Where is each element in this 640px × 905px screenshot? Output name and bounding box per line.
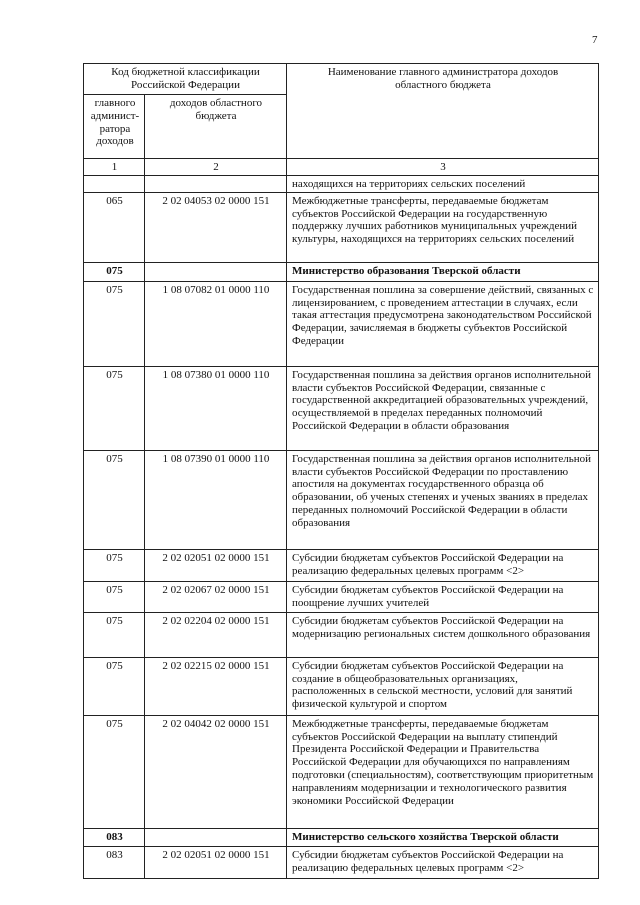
- column-number-1: 1: [84, 159, 145, 176]
- table-row: [84, 281, 599, 366]
- header-group-row: [84, 64, 599, 95]
- header-name-text: Наименование главного администратора доходов областного бюджета: [327, 66, 559, 91]
- budget-code-cell: [145, 175, 287, 192]
- budget-classification-table: [83, 63, 599, 879]
- budget-code-cell: 2 02 02204 02 0000 151: [145, 612, 287, 657]
- header-admin-text: главного админист-ратора доходов: [90, 97, 140, 148]
- name-cell: находящихся на территориях сельских поселений: [287, 175, 599, 192]
- budget-code-cell: 1 08 07380 01 0000 110: [145, 366, 287, 450]
- table-row: [84, 657, 599, 715]
- admin-code-cell: 075: [84, 581, 145, 612]
- page-number: 7: [592, 34, 598, 46]
- admin-code-cell: 083: [84, 846, 145, 878]
- table-row: [84, 366, 599, 450]
- section-header-row: [84, 828, 599, 846]
- section-header-row: [84, 262, 599, 281]
- header-name-cell: [287, 64, 599, 159]
- budget-code-cell: [145, 828, 287, 846]
- table-row: [84, 846, 599, 878]
- table-row: [84, 549, 599, 581]
- budget-code-cell: 2 02 04042 02 0000 151: [145, 715, 287, 828]
- column-number-3: 3: [287, 159, 599, 176]
- column-numbers-row: [84, 159, 599, 176]
- name-cell: Межбюджетные трансферты, передаваемые бюджетам субъектов Российской Федерации на выплату стипендий Президента Российской Федерации и Правительства Российской Федерации для обучающихся по направлениям подготовки (специальностям), соответствующим приоритетным направлениям модернизации и технологического развития экономики Российской Федерации: [287, 715, 599, 828]
- name-cell: Государственная пошлина за совершение действий, связанных с лицензированием, с проведением аттестации в случаях, если такая аттестация предусмотрена законодательством Российской Федерации, зачисляемая в бюджеты субъектов Российской Федерации: [287, 281, 599, 366]
- budget-code-cell: 2 02 02067 02 0000 151: [145, 581, 287, 612]
- name-cell: Государственная пошлина за действия органов исполнительной власти субъектов Российской Федерации по проставлению апостиля на документах государственного образца об образовании, об ученых степенях и ученых званиях в пределах переданных полномочий Российской Федерации в области образования: [287, 450, 599, 549]
- header-code-cell: [145, 95, 287, 159]
- budget-code-cell: 2 02 02215 02 0000 151: [145, 657, 287, 715]
- admin-code-cell: 065: [84, 192, 145, 262]
- name-cell: Субсидии бюджетам субъектов Российской Федерации на поощрение лучших учителей: [287, 581, 599, 612]
- admin-code-cell: 075: [84, 549, 145, 581]
- admin-code-cell: 083: [84, 828, 145, 846]
- name-cell: Министерство образования Тверской области: [287, 262, 599, 281]
- header-group-cell: Код бюджетной классификации Российской Федерации: [84, 64, 287, 95]
- name-cell: Министерство сельского хозяйства Тверской области: [287, 828, 599, 846]
- name-cell: Субсидии бюджетам субъектов Российской Федерации на реализацию федеральных целевых программ <2>: [287, 549, 599, 581]
- table-row: [84, 612, 599, 657]
- name-cell: Субсидии бюджетам субъектов Российской Федерации на модернизацию региональных систем дошкольного образования: [287, 612, 599, 657]
- name-cell: Субсидии бюджетам субъектов Российской Федерации на создание в общеобразовательных организациях, расположенных в сельской местности, условий для занятий физической культурой и спортом: [287, 657, 599, 715]
- table-row: [84, 450, 599, 549]
- admin-code-cell: 075: [84, 450, 145, 549]
- budget-code-cell: 2 02 02051 02 0000 151: [145, 846, 287, 878]
- name-cell: Субсидии бюджетам субъектов Российской Федерации на реализацию федеральных целевых программ <2>: [287, 846, 599, 878]
- table-row: [84, 192, 599, 262]
- admin-code-cell: 075: [84, 715, 145, 828]
- column-number-2: 2: [145, 159, 287, 176]
- table-row: [84, 715, 599, 828]
- admin-code-cell: 075: [84, 281, 145, 366]
- budget-code-cell: 1 08 07390 01 0000 110: [145, 450, 287, 549]
- admin-code-cell: 075: [84, 657, 145, 715]
- budget-code-cell: 1 08 07082 01 0000 110: [145, 281, 287, 366]
- header-admin-cell: [84, 95, 145, 159]
- admin-code-cell: 075: [84, 262, 145, 281]
- table-row: [84, 581, 599, 612]
- admin-code-cell: [84, 175, 145, 192]
- name-cell: Государственная пошлина за действия органов исполнительной власти субъектов Российской Федерации, связанные с государственной аккредитацией образовательных учреждений, осуществляемой в пределах переданных полномочий Российской Федерации в области образования: [287, 366, 599, 450]
- admin-code-cell: 075: [84, 612, 145, 657]
- budget-code-cell: [145, 262, 287, 281]
- header-code-text: доходов областного бюджета: [169, 97, 263, 122]
- budget-code-cell: 2 02 02051 02 0000 151: [145, 549, 287, 581]
- table-row: [84, 175, 599, 192]
- budget-code-cell: 2 02 04053 02 0000 151: [145, 192, 287, 262]
- name-cell: Межбюджетные трансферты, передаваемые бюджетам субъектов Российской Федерации на государственную поддержку лучших работников муниципальных учреждений культуры, находящихся на территориях сельских поселений: [287, 192, 599, 262]
- admin-code-cell: 075: [84, 366, 145, 450]
